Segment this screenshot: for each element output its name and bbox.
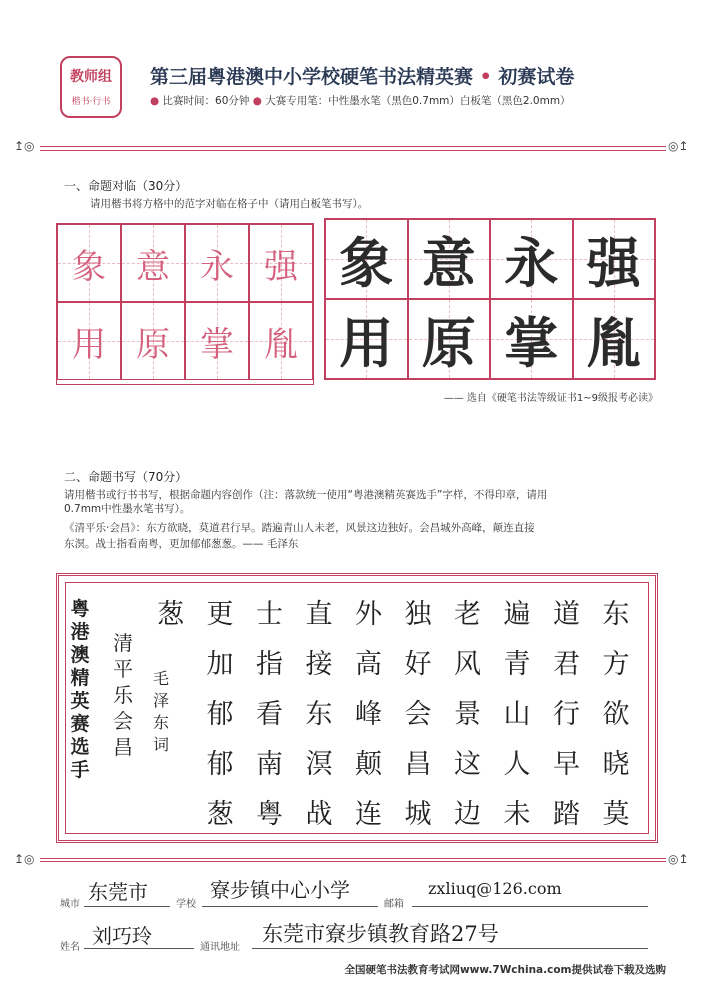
name-label: 姓名	[60, 942, 80, 953]
grid-char: 原	[421, 310, 476, 375]
exam-pens: 大赛专用笔：中性墨水笔（黑色0.7mm）白板笔（黑色2.0mm）	[265, 95, 571, 107]
city-label: 城市	[60, 899, 80, 910]
work-char: 遍	[503, 599, 531, 630]
grid-cell	[249, 224, 313, 302]
grid-char: 强	[264, 246, 298, 287]
title-tail: 初赛试卷	[498, 66, 575, 88]
grid-char: 掌	[200, 324, 234, 365]
work-char: 连	[355, 799, 382, 830]
grid-cell	[408, 299, 491, 379]
school-label: 学校	[176, 899, 196, 910]
work-char: 战	[305, 799, 333, 830]
grid-cell	[490, 299, 573, 379]
grid-char: 永	[504, 230, 559, 295]
section2-instruction-1: 请用楷书或行书书写，根据命题内容创作（注：落款统一使用“粤港澳精英赛选手”字样，不得印章，请用	[64, 489, 548, 501]
work-char: 会	[404, 699, 432, 730]
address-label: 通讯地址	[200, 942, 240, 953]
grid-cell	[185, 224, 249, 302]
work-char: 东	[602, 599, 630, 630]
bullet-icon: ●	[150, 95, 160, 107]
work-char: 看	[256, 699, 283, 730]
section2-instruction-2: 0.7mm中性墨水笔书写）。	[64, 503, 191, 515]
email-line	[412, 906, 648, 907]
grid-cell	[57, 302, 121, 380]
name-value: 刘巧玲	[92, 924, 152, 948]
grid-char: 胤	[264, 324, 298, 365]
work-char: 行	[553, 699, 580, 730]
work-column	[349, 590, 389, 840]
email-label: 邮箱	[384, 899, 404, 910]
grid-char: 用	[72, 324, 106, 365]
work-char: 好	[404, 649, 432, 680]
grid-cell	[573, 219, 656, 299]
work-char: 高	[355, 649, 382, 680]
work-char: 溟	[305, 749, 333, 780]
source-citation: —— 选自《硬笔书法等级证书1~9级报考必读》	[443, 393, 658, 404]
badge-group-label: 教师组	[70, 69, 112, 85]
grid-cell	[121, 224, 185, 302]
grid-cell	[185, 302, 249, 380]
spiral-ornament-icon: ↥◎	[14, 139, 35, 153]
work-column	[151, 590, 191, 640]
email-value: zxliuq@126.com	[428, 879, 562, 898]
poem-text-2: 东溟。战士指看南粤，更加郁郁葱葱。—— 毛泽东	[64, 538, 299, 550]
city-line	[84, 906, 170, 907]
section2-heading: 二、命题书写（70分）	[64, 470, 188, 484]
work-column	[398, 590, 438, 840]
exam-time: 比赛时间：60分钟	[162, 95, 250, 107]
work-char: 山	[503, 699, 531, 730]
grid-char: 意	[136, 246, 170, 287]
work-char: 君	[553, 649, 580, 680]
work-char: 外	[355, 599, 382, 630]
work-char: 景	[454, 699, 481, 730]
section1-instruction: 请用楷书将方格中的范字对临在格子中（请用白板笔书写）。	[90, 198, 369, 210]
work-char: 颠	[355, 749, 382, 780]
practice-grid	[56, 223, 314, 385]
grid-char: 象	[72, 246, 106, 287]
grid-cell	[408, 219, 491, 299]
work-column	[250, 590, 290, 840]
work-char: 道	[553, 599, 580, 630]
work-char: 东	[305, 699, 333, 730]
grid-cell	[325, 219, 408, 299]
grid-char: 用	[339, 310, 394, 375]
work-char: 更	[206, 599, 234, 630]
title-dot: •	[479, 66, 492, 88]
grid-char: 意	[421, 230, 476, 295]
header-divider	[40, 146, 666, 147]
grid-char: 胤	[586, 310, 641, 375]
work-char: 莫	[602, 799, 630, 830]
city-value: 东莞市	[88, 880, 148, 904]
work-char: 粤	[256, 799, 283, 830]
grid-char: 强	[586, 230, 641, 295]
work-char: 峰	[355, 699, 382, 730]
work-column	[448, 590, 488, 840]
grid-cell	[490, 219, 573, 299]
signature-column: 粤 港 澳 精 英 赛 选 手	[70, 598, 90, 781]
grid-char: 掌	[504, 310, 559, 375]
address-line	[252, 948, 648, 949]
work-char: 人	[503, 749, 531, 780]
footer-divider	[40, 858, 666, 859]
work-char: 青	[503, 649, 531, 680]
work-char: 方	[602, 649, 630, 680]
grid-cell	[325, 299, 408, 379]
section1-heading: 一、命题对临（30分）	[64, 179, 188, 193]
exam-rules	[150, 93, 571, 108]
work-char: 早	[553, 749, 580, 780]
bullet-icon: ●	[252, 95, 262, 107]
poem-title-column: 清 平 乐 会 昌	[113, 631, 133, 759]
work-char: 接	[305, 649, 333, 680]
page-title	[150, 62, 574, 89]
work-char: 葱	[206, 799, 234, 830]
author-column: 毛 泽 东 词	[152, 669, 169, 754]
work-char: 城	[404, 799, 432, 830]
work-char: 士	[256, 599, 283, 630]
work-char: 独	[404, 599, 432, 630]
work-char: 这	[454, 749, 481, 780]
spiral-ornament-icon: ◎↥	[668, 852, 689, 866]
work-char: 郁	[206, 699, 234, 730]
group-badge	[60, 56, 122, 118]
poem-text-1: 《清平乐·会昌》：东方欲晓，莫道君行早。踏遍青山人未老，风景这边独好。会昌城外高峰，颠连直接	[64, 522, 535, 534]
address-value: 东莞市寮步镇教育路27号	[262, 922, 499, 946]
work-char: 葱	[157, 599, 184, 630]
work-char: 直	[305, 599, 333, 630]
work-column	[547, 590, 587, 840]
work-char: 踏	[553, 799, 580, 830]
header-divider-2	[40, 150, 666, 151]
grid-char: 原	[136, 324, 170, 365]
grid-cell	[573, 299, 656, 379]
badge-sub-label: 楷书·行书	[71, 97, 111, 107]
grid-cell	[121, 302, 185, 380]
work-column	[200, 590, 240, 840]
work-column	[299, 590, 339, 840]
footer-divider-2	[40, 861, 666, 862]
grid-char: 永	[200, 246, 234, 287]
work-char: 昌	[404, 749, 432, 780]
footer-note: 全国硬笔书法教育考试网www.7Wchina.com提供试卷下载及选购	[344, 964, 666, 976]
work-char: 晓	[602, 749, 630, 780]
name-line	[84, 948, 194, 949]
work-char: 老	[454, 599, 481, 630]
spiral-ornament-icon: ◎↥	[668, 139, 689, 153]
work-column	[497, 590, 537, 840]
spiral-ornament-icon: ↥◎	[14, 852, 35, 866]
work-char: 指	[256, 649, 283, 680]
school-line	[202, 906, 378, 907]
school-value: 寮步镇中心小学	[210, 878, 350, 902]
work-char: 未	[503, 799, 531, 830]
work-char: 边	[454, 799, 481, 830]
model-grid	[324, 218, 656, 380]
work-char: 欲	[602, 699, 630, 730]
work-column	[596, 590, 636, 840]
grid-cell	[57, 224, 121, 302]
work-char: 风	[454, 649, 481, 680]
work-char: 郁	[206, 749, 234, 780]
work-char: 南	[256, 749, 283, 780]
grid-cell	[249, 302, 313, 380]
grid-char: 象	[339, 230, 394, 295]
work-char: 加	[206, 649, 234, 680]
title-main: 第三届粤港澳中小学校硬笔书法精英赛	[150, 66, 474, 88]
